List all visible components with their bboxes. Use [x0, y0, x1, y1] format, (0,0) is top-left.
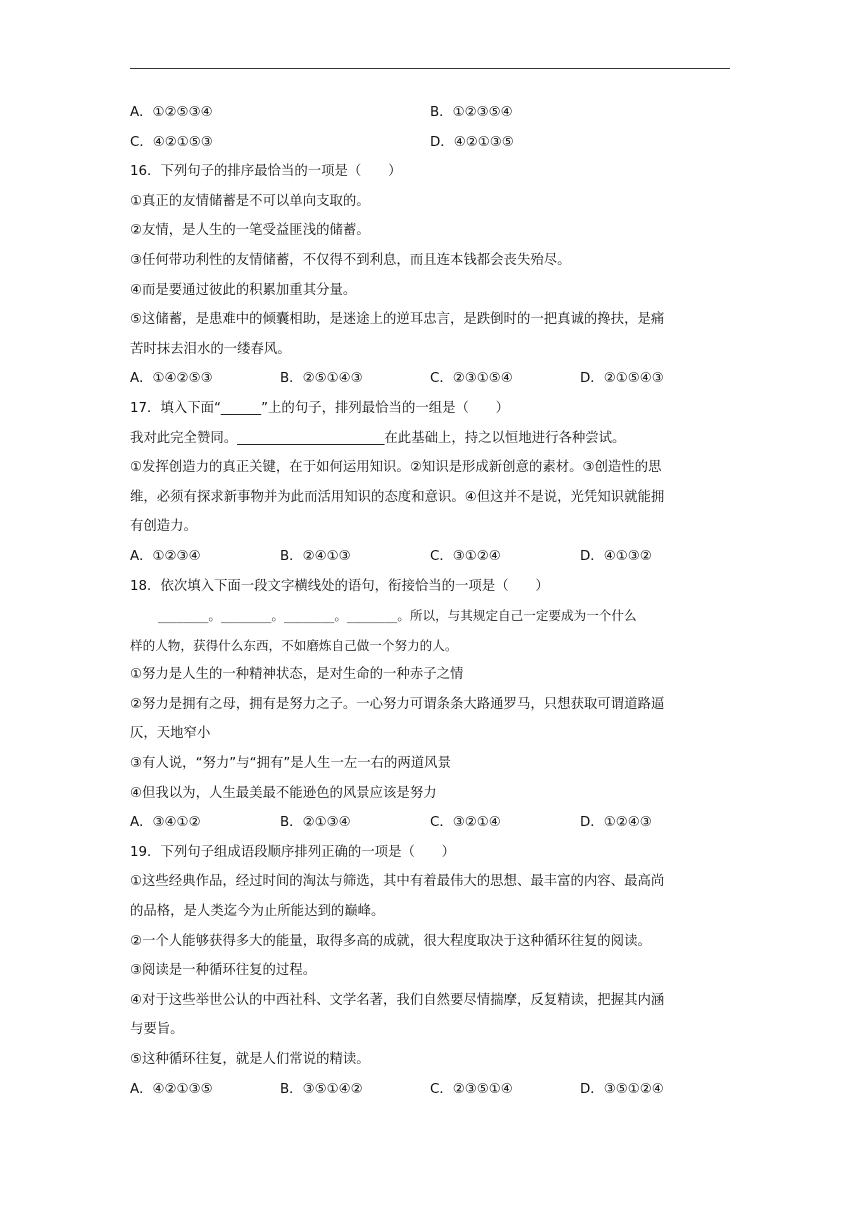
q17-option-a: A．①②③④ [130, 548, 201, 564]
q18-passage-2: 样的人物，获得什么东西，不如磨炼自己做一个努力的人。 [130, 637, 458, 653]
q17-option-d: D．④①③② [580, 548, 652, 564]
q19-sentence-4a: ④对于这些举世公认的中西社科、文学名著，我们自然要尽情揣摩，反复精读，把握其内涵 [130, 992, 665, 1008]
q19-option-c: C．②③⑤①④ [430, 1081, 513, 1097]
q16-options [130, 364, 730, 394]
q17-passage: 我对此完全赞同。______________________在此基础上，持之以恒地进行各种尝试。 [130, 430, 626, 446]
q17-option-c: C．③①②④ [430, 548, 501, 564]
q19-sentence-5: ⑤这种循环往复，就是人们常说的精读。 [130, 1052, 370, 1067]
q19-stem: 19．下列句子组成语段顺序排列正确的一项是（ ） [130, 844, 456, 860]
q15-options-row1 [130, 98, 730, 128]
q16-sentence-3: ③任何带功利性的友情储蓄，不仅得不到利息，而且连本钱都会丧失殆尽。 [130, 252, 571, 268]
q18-sentence-2b: 仄，天地窄小 [130, 726, 211, 742]
q17-stem: 17．填入下面“______”上的句子，排列最恰当的一组是（ ） [130, 400, 510, 416]
q16-sentence-5b: 苦时抹去泪水的一缕春风。 [130, 341, 291, 357]
q19-option-a: A．④②①③⑤ [130, 1081, 213, 1097]
q16-option-b: B．②⑤①④③ [280, 371, 363, 387]
q17-option-b: B．②④①③ [280, 548, 351, 564]
q19-options [130, 1075, 730, 1105]
q16-sentence-1: ①真正的友情储蓄是不可以单向支取的。 [130, 193, 370, 209]
q19-sentence-1b: 的品格，是人类迄今为止所能达到的巅峰。 [130, 904, 385, 920]
q17-paragraph-1: ①发挥创造力的真正关键，在于如何运用知识。②知识是形成新创意的素材。③创造性的思 [130, 460, 662, 476]
q19-sentence-4b: 与要旨。 [130, 1022, 184, 1038]
q18-sentence-4: ④但我以为，人生最美最不能逊色的风景应该是努力 [130, 785, 437, 801]
exam-page [130, 98, 730, 1104]
q18-options [130, 808, 730, 838]
header-rule [130, 68, 730, 69]
q18-option-c: C．③②①④ [430, 815, 501, 831]
q19-sentence-2: ②一个人能够获得多大的能量，取得多高的成就，很大程度取决于这种循环往复的阅读。 [130, 933, 651, 949]
q15-options-row2 [130, 128, 730, 158]
q15-option-d: D．④②①③⑤ [430, 134, 514, 150]
q18-sentence-1: ①努力是人生的一种精神状态，是对生命的一种赤子之情 [130, 667, 464, 683]
q16-sentence-2: ②友情，是人生的一笔受益匪浅的储蓄。 [130, 223, 370, 239]
q15-option-b: B．①②③⑤④ [430, 105, 513, 120]
q19-option-d: D．③⑤①②④ [580, 1081, 664, 1097]
q16-option-d: D．②①⑤④③ [580, 371, 664, 387]
q16-option-a: A．①④②⑤③ [130, 371, 213, 387]
q16-sentence-5a: ⑤这储蓄，是患难中的倾囊相助，是迷途上的逆耳忠言，是跌倒时的一把真诚的搀扶，是痛 [130, 312, 665, 328]
q16-option-c: C．②③①⑤④ [430, 371, 513, 387]
q19-option-b: B．③⑤①④② [280, 1081, 363, 1097]
q18-option-a: A．③④①② [130, 815, 201, 831]
q16-sentence-4: ④而是要通过彼此的积累加重其分量。 [130, 282, 357, 298]
q15-option-c: C．④②①⑤③ [130, 134, 213, 150]
q18-option-d: D．①②④③ [580, 815, 652, 831]
q18-sentence-2a: ②努力是拥有之母，拥有是努力之子。一心努力可谓条条大路通罗马，只想获取可谓道路逼 [130, 696, 665, 712]
q17-options [130, 542, 730, 572]
q18-sentence-3: ③有人说，“努力”与“拥有”是人生一左一右的两道风景 [130, 756, 451, 772]
q19-sentence-1a: ①这些经典作品，经过时间的淘汰与筛选，其中有着最伟大的思想、最丰富的内容、最高尚 [130, 874, 665, 890]
q19-sentence-3: ③阅读是一种循环往复的过程。 [130, 963, 317, 979]
q17-paragraph-2: 维，必须有探求新事物并为此而活用知识的态度和意识。④但这并不是说，光凭知识就能拥 [130, 489, 665, 505]
q16-stem: 16．下列句子的排序最恰当的一项是（ ） [130, 164, 402, 180]
q15-option-a: A．①②⑤③④ [130, 105, 213, 120]
q18-passage-1: ________。________。________。________。所以，与其规定自己一定要成为一个什么 [158, 608, 637, 624]
q17-paragraph-3: 有创造力。 [130, 519, 197, 535]
q18-option-b: B．②①③④ [280, 815, 351, 831]
q18-stem: 18．依次填入下面一段文字横线处的语句，衔接恰当的一项是（ ） [130, 578, 549, 594]
